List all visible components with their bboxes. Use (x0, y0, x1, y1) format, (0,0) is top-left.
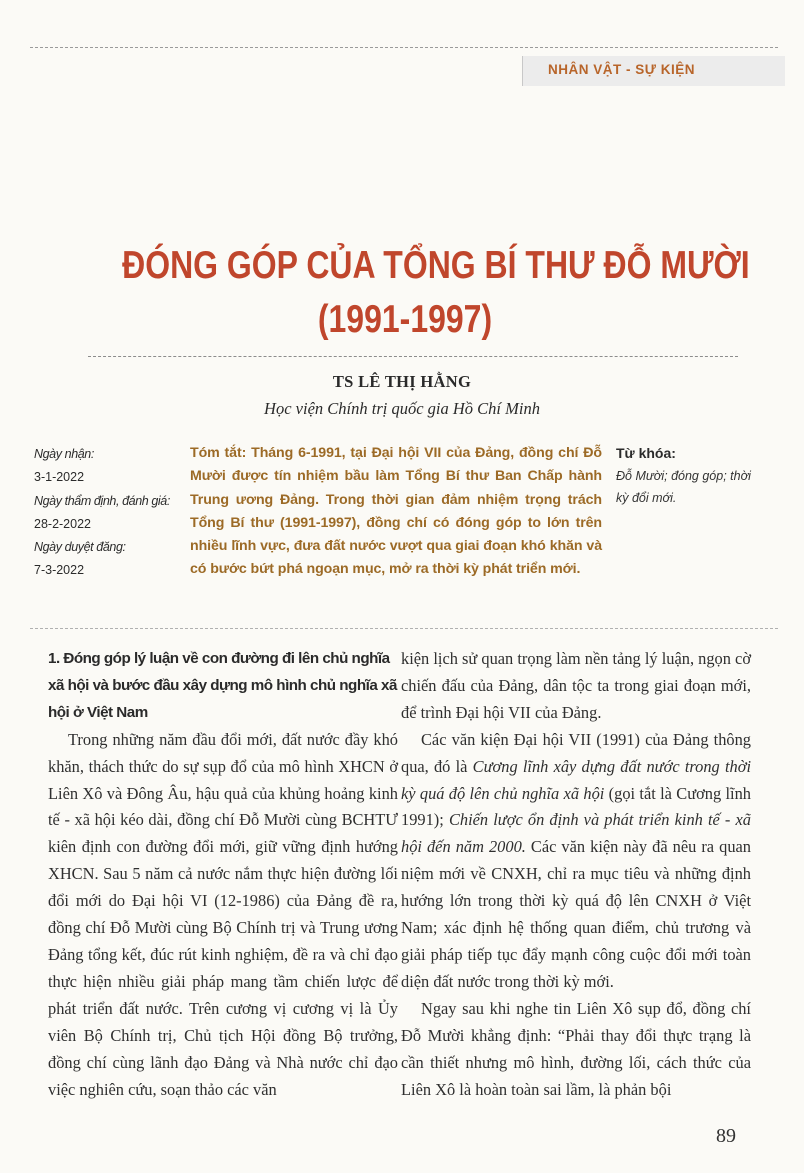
title-rule (88, 356, 738, 357)
body-paragraph: Ngay sau khi nghe tin Liên Xô sụp đổ, đồng chí Đỗ Mười khẳng định: “Phải thay đổi thực trạng là cần thiết nhưng mô hình, đường lối, cách thức của Liên Xô là hoàn toàn sai lầm, là phản bội (401, 998, 751, 1099)
body-paragraph (401, 727, 751, 996)
section-divider (30, 628, 778, 629)
article-title-line2: (1991-1997) (317, 298, 493, 341)
received-date: 3-1-2022 (34, 470, 85, 485)
approved-label: Ngày duyệt đăng: (34, 540, 126, 555)
approved-date: 7-3-2022 (34, 563, 85, 578)
section-heading: 1. Đóng góp lý luận về con đường đi lên chủ nghĩa xã hội và bước đầu xây dựng mô hình chủ nghĩa xã hội ở Việt Nam (48, 650, 397, 721)
dates-block (34, 443, 184, 583)
reviewed-label: Ngày thẩm định, đánh giá: (34, 493, 170, 508)
page-number: 89 (716, 1125, 736, 1147)
section-label: NHÂN VẬT - SỰ KIỆN (548, 62, 695, 77)
received-label: Ngày nhận: (34, 447, 94, 461)
affiliation: Học viện Chính trị quốc gia Hồ Chí Minh (264, 399, 540, 418)
abstract: Tóm tắt: Tháng 6-1991, tại Đại hội VII của Đảng, đồng chí Đỗ Mười được tín nhiệm bầu làm Tổng Bí thư Ban Chấp hành Trung ương Đảng. Trong thời gian đảm nhiệm trọng trách Tổng Bí thư (1991-1997), đồng chí có đóng góp to lớn trên nhiều lĩnh vực, đưa đất nước vượt qua giai đoạn khó khăn và có bước bứt phá ngoạn mục, mở ra thời kỳ phát triển mới. (190, 445, 602, 578)
keywords-text: Đỗ Mười; đóng góp; thời kỳ đổi mới. (616, 469, 751, 505)
reviewed-date: 28-2-2022 (34, 516, 91, 531)
keywords-block (616, 441, 766, 509)
body-column-left (48, 646, 398, 1103)
body-text: (gọi tắt là Cương lĩnh 1991); (401, 783, 751, 830)
body-paragraph: kiện lịch sử quan trọng làm nền tảng lý luận, ngọn cờ chiến đấu của Đảng, dân tộc ta trong giai đoạn mới, để trình Đại hội VII của Đảng. (401, 649, 751, 722)
header-rule (30, 47, 778, 48)
document-title-program: Cương lĩnh xây dựng đất nước trong thời kỳ quá độ lên chủ nghĩa xã hội (401, 756, 751, 803)
keywords-label: Từ khóa: (616, 445, 676, 461)
body-paragraph: Trong những năm đầu đổi mới, đất nước đầy khó khăn, thách thức do sự sụp đổ của mô hình XHCN ở Liên Xô và Đông Âu, hậu quả của khủng hoảng kinh tế - xã hội kéo dài, đồng chí Đỗ Mười cùng BCHTƯ kiên định con đường đổi mới, giữ vững định hướng XHCN. Sau 5 năm cả nước nắm thực hiện đường lối đổi mới do Đại hội VI (12-1986) của Đảng đề ra, đồng chí Đỗ Mười cùng Bộ Chính trị và Trung ương Đảng tổng kết, đúc rút kinh nghiệm, đề ra và chỉ đạo thực hiện nhiều giải pháp mang tầm chiến lược để phát triển đất nước. Trên cương vị cương vị là Ủy viên Bộ Chính trị, Chủ tịch Hội đồng Bộ trưởng, đồng chí cùng lãnh đạo Đảng và Nhà nước chỉ đạo việc nghiên cứu, soạn thảo các văn (48, 729, 398, 1099)
author: TS LÊ THỊ HẰNG (332, 372, 472, 391)
body-text: Các văn kiện này đã nêu ra quan niệm mới về CNXH, chỉ ra mục tiêu và những định hướng lớn trong thời kỳ quá độ lên CNXH ở Việt Nam; xác định hệ thống quan điểm, chủ trương và giải pháp tiếp tục đẩy mạnh công cuộc đổi mới toàn diện đất nước trong thời kỳ mới. (401, 837, 751, 991)
article-title-line1: ĐÓNG GÓP CỦA TỔNG BÍ THƯ ĐỖ MƯỜI (122, 244, 750, 287)
body-column-right (401, 646, 751, 1103)
document-title-strategy: Chiến lược ổn định và phát triển kinh tế - xã hội đến năm 2000. (401, 810, 751, 857)
body-text: Các văn kiện Đại hội VII (1991) của Đảng thông qua, đó là (401, 729, 751, 776)
